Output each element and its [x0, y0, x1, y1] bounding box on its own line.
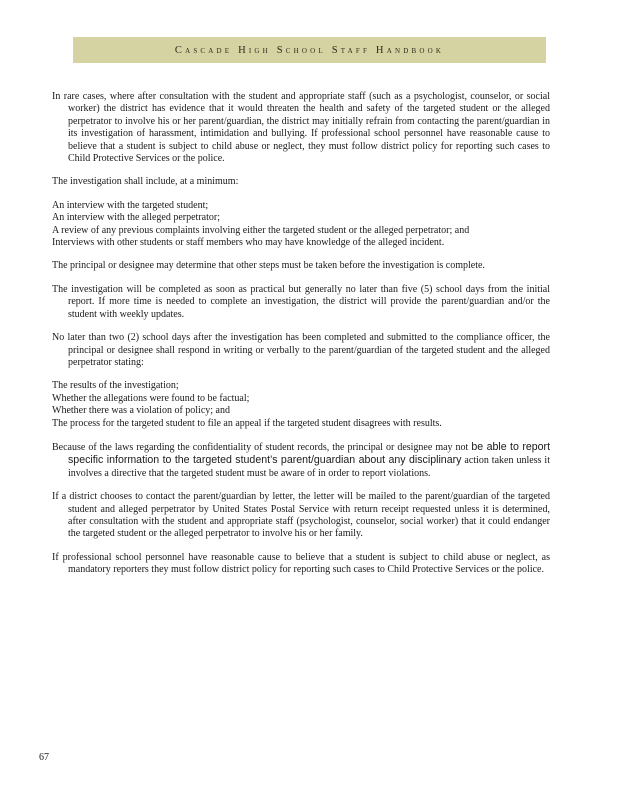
investigation-steps-list — [52, 200, 550, 250]
paragraph-mandatory-reporters: If professional school personnel have reasonable cause to believe that a student is subject to child abuse or neglect, as mandatory reporters they must follow district policy for reporting such cases to Child Protective Services or the police. — [52, 551, 550, 576]
confidentiality-text-start: Because of the laws regarding the confidentiality of student records, the principal or designee may not — [52, 441, 469, 453]
list-item: An interview with the targeted student; — [52, 199, 209, 211]
confidentiality-text-end: action taken unless it involves a directive that the targeted student must be aware of in order to report violations. — [68, 455, 550, 479]
list-item: A review of any previous complaints involving either the targeted student or the alleged perpetrator; and — [52, 224, 470, 236]
handbook-header-bar — [73, 37, 546, 63]
list-item: The process for the targeted student to file an appeal if the targeted student disagrees with results. — [52, 417, 442, 429]
paragraph-other-steps: The principal or designee may determine that other steps must be taken before the investigation is complete. — [52, 260, 485, 272]
list-item: An interview with the alleged perpetrator; — [52, 212, 220, 224]
list-item: Interviews with other students or staff members who may have knowledge of the alleged incident. — [52, 237, 445, 249]
paragraph-response-requirement: No later than two (2) school days after the investigation has been completed and submitted to the compliance officer, the principal or designee shall respond in writing or verbally to the parent/guardian of the targeted student and the alleged perpetrator stating: — [52, 332, 550, 368]
paragraph-investigation-intro: The investigation shall include, at a minimum: — [52, 176, 239, 188]
list-item: The results of the investigation; — [52, 380, 179, 392]
paragraph-parent-contact-exception: In rare cases, where after consultation with the student and appropriate staff (such as a psychologist, counselor, or social worker) the district has evidence that it would threaten the health and safety of the targeted student or the alleged perpetrator to involve his or her parent/guardian, the district may initially refrain from contacting the parent/guardian in its investigation of harassment, intimidation and bullying. If professional school personnel have reasonable cause to believe that a student is subject to child abuse or neglect, they must follow district policy for reporting such cases to Child Protective Services or the police. — [52, 91, 550, 165]
confidentiality-text-middle: be able to report specific information to the targeted student’s parent/guardian about any disciplinary — [68, 440, 551, 467]
page-body — [52, 91, 550, 588]
header-title: Cascade High School Staff Handbook — [174, 44, 445, 56]
paragraph-completion-timeline: The investigation will be completed as soon as practical but generally no later than five (5) school days from the initial report. If more time is needed to complete an investigation, the district will provide the parent/guardian and/or the student with weekly updates. — [52, 283, 550, 320]
list-item: Whether there was a violation of policy; and — [52, 405, 230, 417]
response-contents-list — [52, 380, 550, 430]
paragraph-confidentiality — [52, 441, 550, 480]
page-number: 67 — [39, 752, 49, 763]
list-item: Whether the allegations were found to be factual; — [52, 392, 250, 404]
paragraph-letter-contact: If a district chooses to contact the parent/guardian by letter, the letter will be mailed to the parent/guardian of the targeted student and alleged perpetrator by United States Postal Service with return receipt requested unless it is determined, after consultation with the student and appropriate staff (psychologist, counselor, social worker) that it could endanger the targeted student or the alleged perpetrator to involve his or her family. — [52, 491, 550, 540]
